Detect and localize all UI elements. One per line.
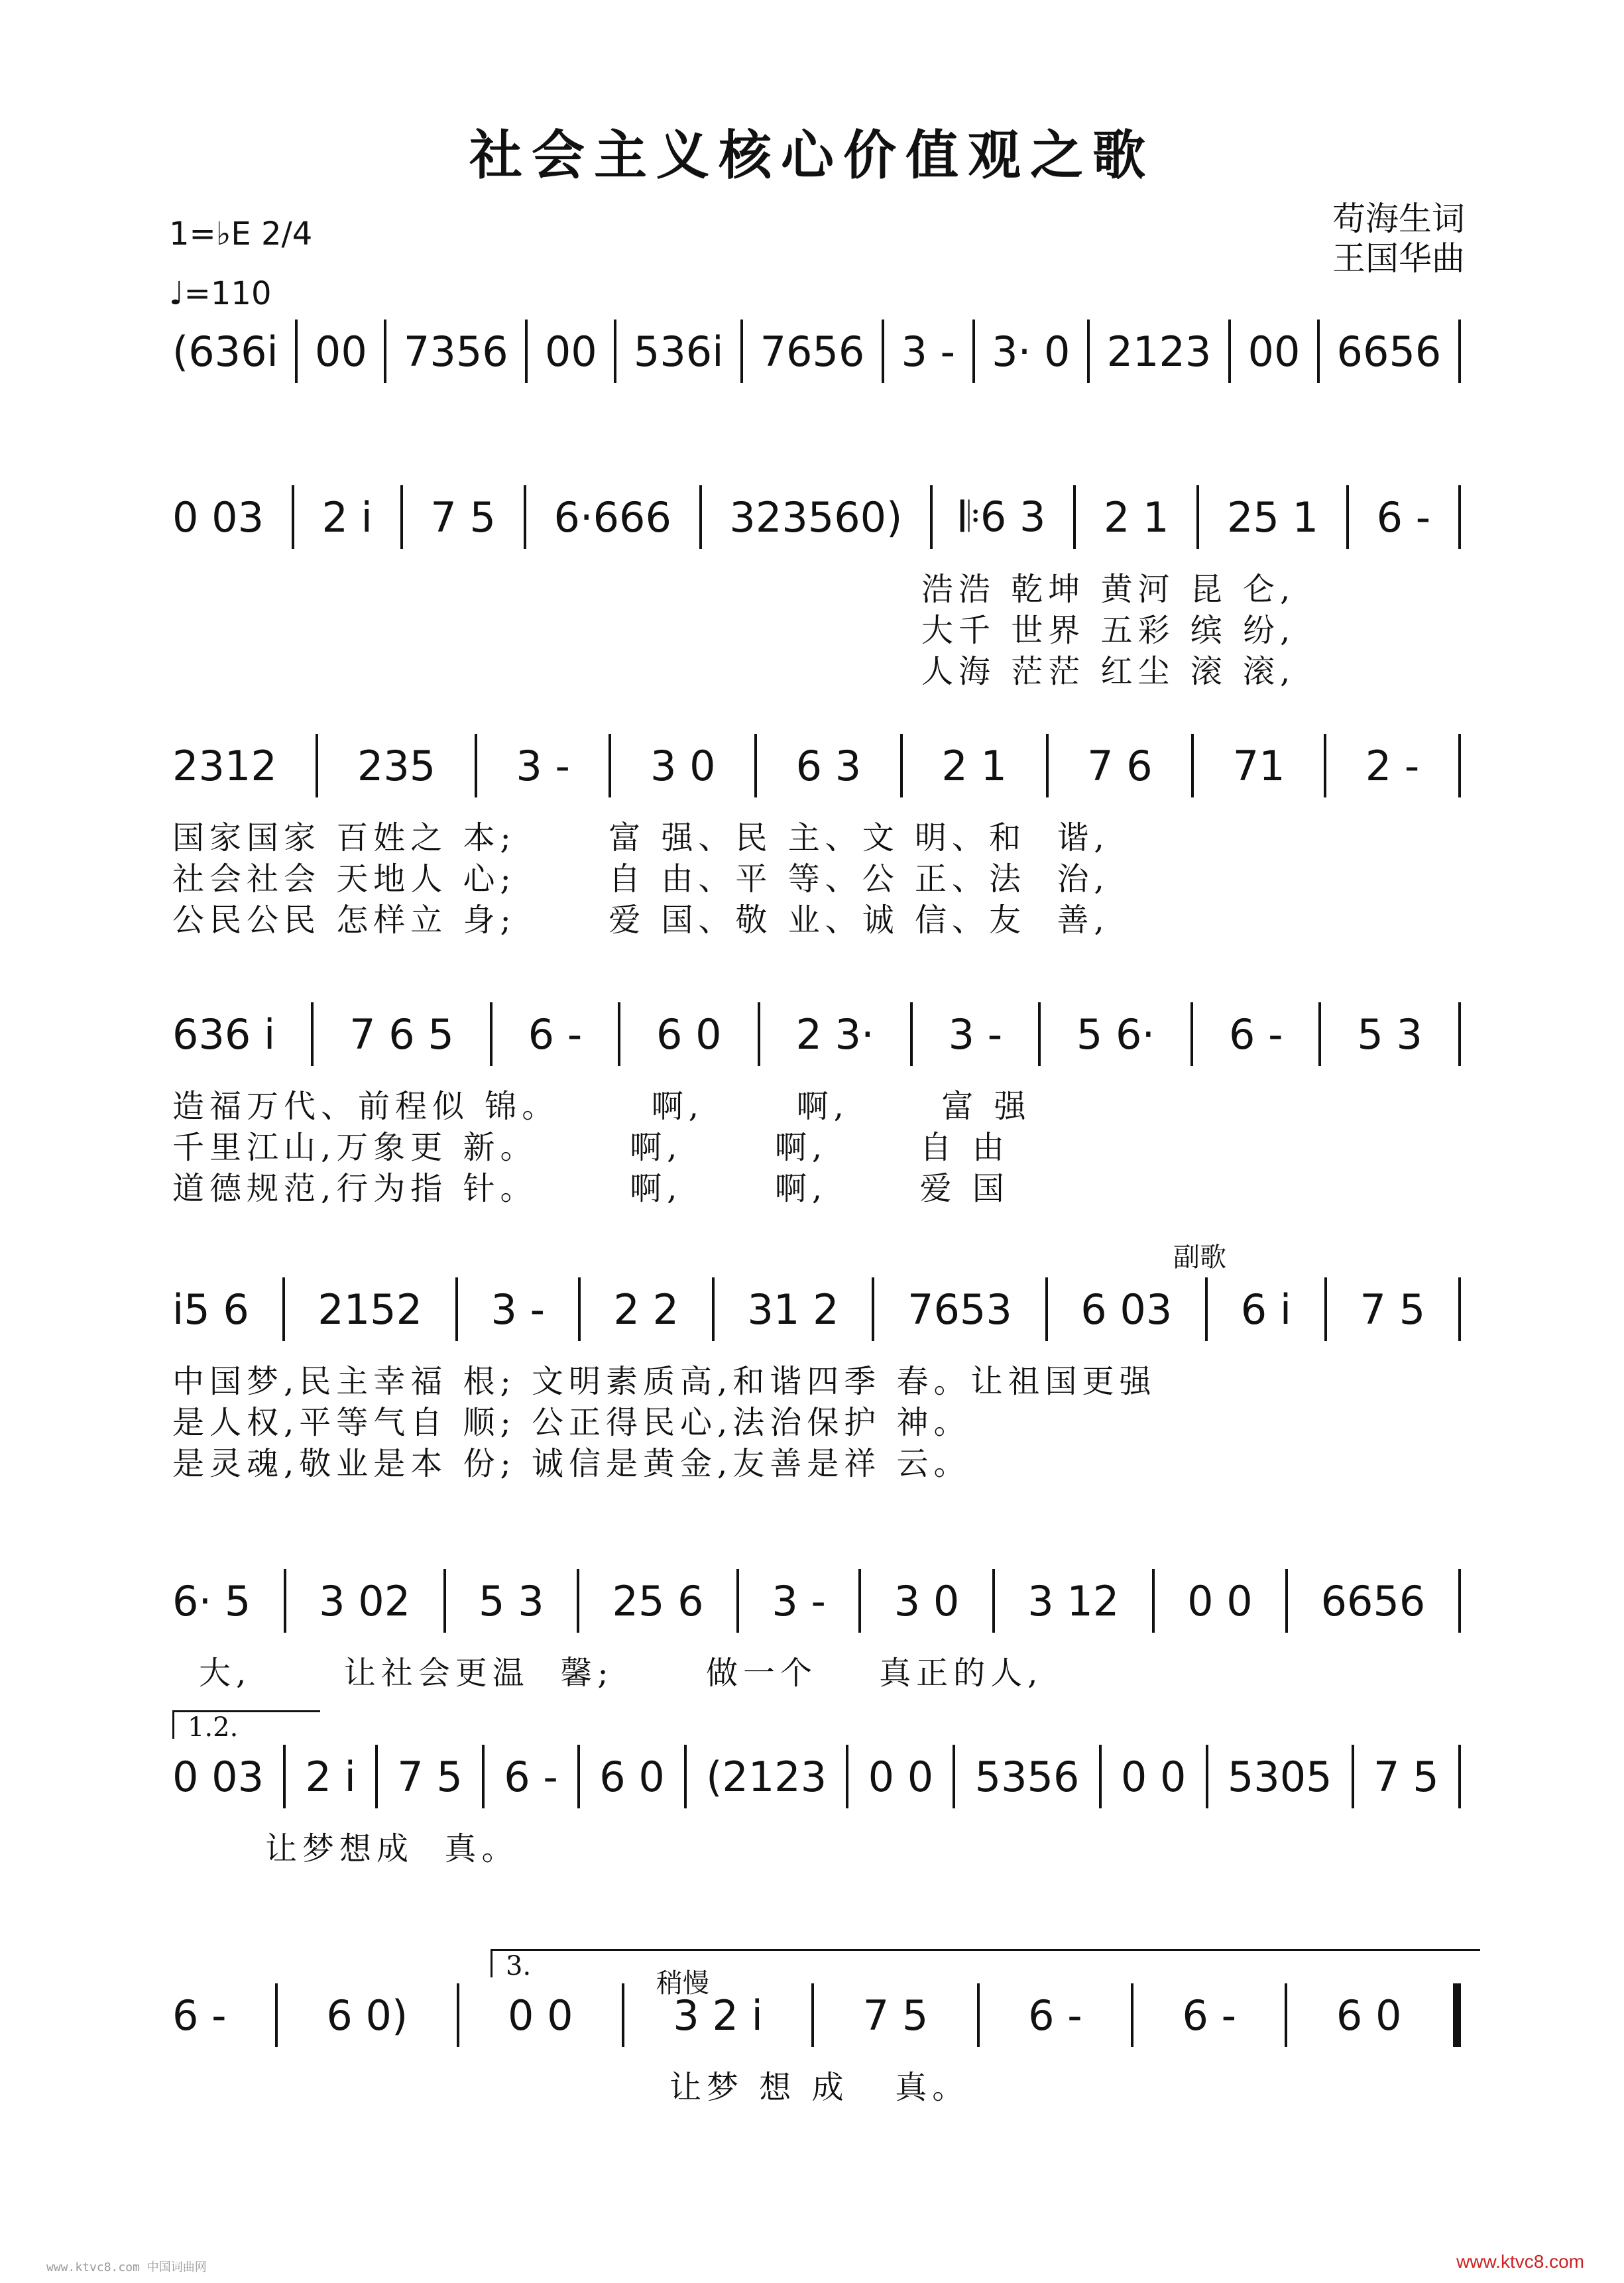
measure: 0 03 [172, 493, 264, 542]
measure: 3 2 i [673, 1991, 763, 2040]
watermark-logo: www.ktvc8.com [1456, 2251, 1584, 2272]
lyric-line: 国家国家 百姓之 本; 富 强、民 主、文 明、和 谐, [172, 819, 1110, 856]
measure: i5 6 [172, 1285, 249, 1334]
barline [953, 1745, 955, 1808]
barline [455, 1277, 458, 1341]
measure: 6 i [1240, 1285, 1292, 1334]
measure: 6 0 [599, 1752, 665, 1801]
barline [1285, 1569, 1288, 1633]
barline [622, 1983, 624, 2047]
measure: 3 0 [650, 741, 716, 790]
lyric-line: 中国梦,民主幸福 根; 文明素质高,和谐四季 春。让祖国更强 [172, 1363, 1157, 1400]
barline [900, 734, 903, 797]
measure: 7656 [760, 327, 865, 376]
measure: 0 0 [868, 1752, 934, 1801]
measure: 2 - [1365, 741, 1420, 790]
barline [1285, 1983, 1287, 2047]
barline [490, 1002, 493, 1066]
barline [684, 1745, 687, 1808]
measure: 636 i [172, 1010, 276, 1059]
barline [1196, 485, 1199, 549]
barline [295, 320, 298, 383]
measure: (636i [172, 327, 278, 376]
barline [858, 1569, 861, 1633]
composer: 王国华曲 [1332, 239, 1465, 278]
barline [712, 1277, 715, 1341]
barline [475, 734, 477, 797]
measure: 5 3 [479, 1576, 544, 1625]
measure: 7 5 [430, 493, 496, 542]
barline [400, 485, 403, 549]
staff-system-6 [166, 1561, 1465, 1641]
staff-system-4 [166, 994, 1465, 1074]
measure: 6 - [1376, 493, 1431, 542]
measure: 6· 5 [172, 1576, 251, 1625]
lyric-line: 人海 茫茫 红尘 滚 滚, [921, 653, 1296, 690]
barline [1191, 734, 1194, 797]
measure: 6 0 [656, 1010, 722, 1059]
footer-source: www.ktvc8.com 中国词曲网 [46, 2260, 207, 2274]
measure: 3 0 [894, 1576, 960, 1625]
barline [754, 734, 757, 797]
barline [1131, 1983, 1133, 2047]
measure: 3 12 [1027, 1576, 1120, 1625]
barline [1453, 1983, 1461, 2047]
measure: 7 5 [1373, 1752, 1439, 1801]
lyric-line: 让梦想成 真。 [265, 1830, 519, 1867]
measure: 2 i [305, 1752, 356, 1801]
measure: 6 - [1182, 1991, 1237, 2040]
measure: 6 - [172, 1991, 227, 2040]
barline [482, 1745, 485, 1808]
measure: (2123 [706, 1752, 827, 1801]
barline [930, 485, 933, 549]
lyric-line: 公民公民 怎样立 身; 爱 国、敬 业、诚 信、友 善, [172, 902, 1110, 939]
measure: 00 [544, 327, 597, 376]
barline [972, 320, 975, 383]
barline [1038, 1002, 1041, 1066]
barline [1352, 1745, 1354, 1808]
measure: 7 5 [1360, 1285, 1426, 1334]
barline [283, 1745, 286, 1808]
measure: 3· 0 [992, 327, 1071, 376]
measure: 6 - [528, 1010, 583, 1059]
measure: 0 0 [1120, 1752, 1187, 1801]
barline [282, 1277, 285, 1341]
barline [1317, 320, 1320, 383]
measure: 5356 [974, 1752, 1080, 1801]
barline [977, 1983, 980, 2047]
barline [577, 1569, 579, 1633]
lyric-line: 大, 让社会更温 馨; 做一个 真正的人, [199, 1655, 1043, 1692]
barline [882, 320, 884, 383]
lyric-line: 社会社会 天地人 心; 自 由、平 等、公 正、法 治, [172, 860, 1110, 898]
barline [699, 485, 702, 549]
barline [609, 734, 611, 797]
measure: 2 i [321, 493, 373, 542]
lyric-line: 浩浩 乾坤 黄河 昆 仑, [921, 571, 1296, 608]
staff-system-8 [166, 1975, 1465, 2055]
barline [1046, 734, 1049, 797]
barline [1206, 1745, 1208, 1808]
barline [1458, 485, 1461, 549]
measure: 6 3 [795, 741, 862, 790]
barline [1324, 1277, 1327, 1341]
measure: 3 - [516, 741, 570, 790]
measure: 3 - [901, 327, 956, 376]
barline [1458, 1277, 1461, 1341]
barline [1458, 1745, 1461, 1808]
measure: 0 0 [507, 1991, 573, 2040]
staff-system-5 [166, 1269, 1465, 1349]
expression-text: 稍慢 [656, 1968, 709, 1999]
barline [384, 320, 386, 383]
barline [311, 1002, 314, 1066]
barline [1073, 485, 1076, 549]
barline [1087, 320, 1090, 383]
measure: 7 6 [1087, 741, 1153, 790]
measure: 31 2 [747, 1285, 839, 1334]
barline [1228, 320, 1231, 383]
measure: 536i [633, 327, 724, 376]
barline [872, 1277, 874, 1341]
measure: 6 03 [1080, 1285, 1173, 1334]
measure: 00 [314, 327, 367, 376]
measure: 7356 [403, 327, 508, 376]
barline [992, 1569, 995, 1633]
measure: 5 6· [1076, 1010, 1155, 1059]
measure: 7 6 5 [349, 1010, 454, 1059]
barline [1152, 1569, 1155, 1633]
measure: 235 [357, 741, 436, 790]
barline [524, 485, 526, 549]
barline [284, 1569, 286, 1633]
measure: 7653 [907, 1285, 1012, 1334]
barline [457, 1983, 459, 2047]
measure: 2 1 [1103, 493, 1169, 542]
lyric-line: 让梦 想 成 真。 [669, 2069, 970, 2106]
song-title: 社会主义核心价值观之歌 [469, 124, 1155, 186]
measure: 2152 [318, 1285, 423, 1334]
barline [740, 320, 743, 383]
measure: 6 - [1229, 1010, 1283, 1059]
barline [811, 1983, 814, 2047]
barline [1458, 1002, 1461, 1066]
measure: 2 3· [795, 1010, 874, 1059]
barline [525, 320, 528, 383]
barline [275, 1983, 278, 2047]
barline [1346, 485, 1349, 549]
measure: 6656 [1336, 327, 1442, 376]
measure: 6 0) [326, 1991, 408, 2040]
lyric-line: 千里江山,万象更 新。 啊, 啊, 自 由 [172, 1129, 1010, 1166]
barline [577, 1745, 580, 1808]
measure: 5 3 [1357, 1010, 1422, 1059]
staff-system-7 [166, 1737, 1465, 1816]
lyric-line: 道德规范,行为指 针。 啊, 啊, 爱 国 [172, 1170, 1010, 1207]
measure: 2 2 [613, 1285, 679, 1334]
barline [1324, 734, 1326, 797]
barline [1205, 1277, 1208, 1341]
lyric-line: 大千 世界 五彩 缤 纷, [921, 612, 1296, 649]
lyric-line: 造福万代、前程似 锦。 啊, 啊, 富 强 [172, 1088, 1031, 1125]
measure: 25 6 [612, 1576, 704, 1625]
measure: 0 03 [172, 1752, 264, 1801]
measure: 2 1 [941, 741, 1007, 790]
tempo-marking: ♩=110 [169, 275, 272, 312]
measure: 71 [1232, 741, 1285, 790]
measure: 3 02 [319, 1576, 411, 1625]
measure: 323560) [729, 493, 903, 542]
measure: 25 1 [1227, 493, 1319, 542]
barline [1458, 320, 1461, 383]
measure: 5305 [1227, 1752, 1332, 1801]
expression-text: 副歌 [1173, 1242, 1226, 1273]
barline [618, 1002, 620, 1066]
measure: 6·666 [553, 493, 671, 542]
barline [614, 320, 616, 383]
barline [316, 734, 318, 797]
measure: 𝄆6 3 [960, 493, 1046, 541]
measure: 7 5 [862, 1991, 929, 2040]
barline [1458, 1569, 1461, 1633]
measure: 00 [1247, 327, 1301, 376]
volta-bracket: 3. [491, 1949, 1480, 1977]
barline [1099, 1745, 1102, 1808]
barline [1458, 734, 1461, 797]
barline [910, 1002, 913, 1066]
lyric-line: 是灵魂,敬业是本 份; 诚信是黄金,友善是祥 云。 [172, 1445, 971, 1482]
lyric-line: 是人权,平等气自 顺; 公正得民心,法治保护 神。 [172, 1404, 971, 1441]
key-signature: 1=♭E 2/4 [169, 215, 313, 253]
barline [1318, 1002, 1321, 1066]
barline [1190, 1002, 1193, 1066]
barline [292, 485, 294, 549]
measure: 0 0 [1187, 1576, 1253, 1625]
barline [1045, 1277, 1048, 1341]
barline [578, 1277, 581, 1341]
measure: 2312 [172, 741, 277, 790]
volta-bracket: 1.2. [172, 1710, 320, 1739]
staff-system-2 [166, 477, 1465, 557]
measure: 6 0 [1336, 1991, 1402, 2040]
measure: 6 - [504, 1752, 558, 1801]
measure: 2123 [1106, 327, 1212, 376]
lyricist: 苟海生词 [1332, 200, 1465, 238]
barline [443, 1569, 446, 1633]
measure: 3 - [772, 1576, 826, 1625]
measure: 3 - [948, 1010, 1003, 1059]
staff-system-3 [166, 726, 1465, 805]
staff-system-1 [166, 312, 1465, 391]
measure: 6656 [1320, 1576, 1426, 1625]
barline [846, 1745, 848, 1808]
barline [736, 1569, 739, 1633]
barline [758, 1002, 760, 1066]
measure: 3 - [491, 1285, 546, 1334]
measure: 7 5 [397, 1752, 463, 1801]
barline [375, 1745, 378, 1808]
measure: 6 - [1028, 1991, 1082, 2040]
